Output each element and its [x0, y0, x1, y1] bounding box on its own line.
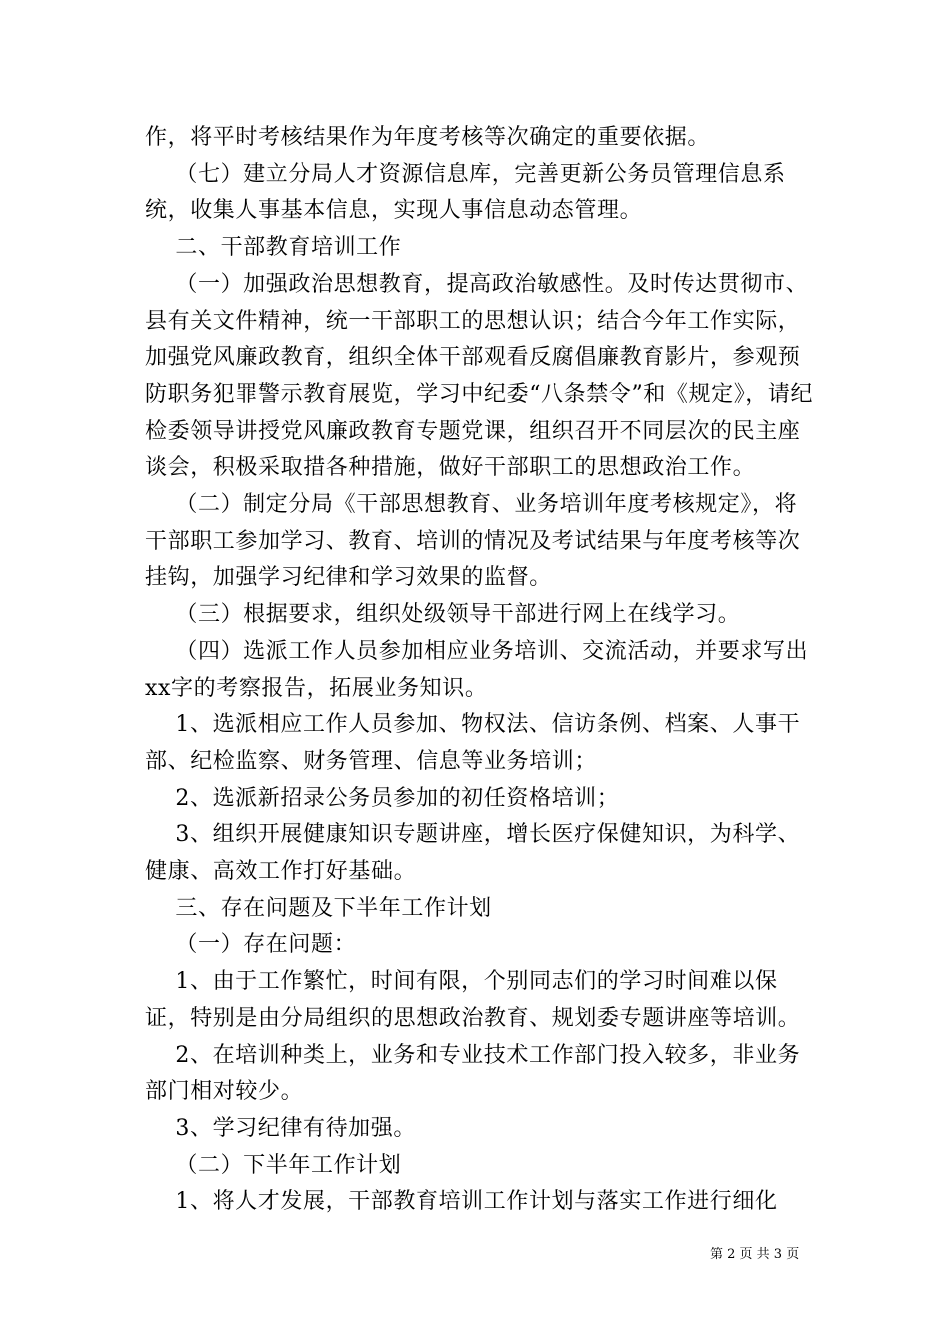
list-item: 2、在培训种类上，业务和专业技术工作部门投入较多，非业务部门相对较少。 — [145, 1042, 801, 1105]
document-body — [145, 120, 815, 1221]
list-item: 2、选派新招录公务员参加的初任资格培训； — [145, 785, 620, 811]
list-item: 1、将人才发展，干部教育培训工作计划与落实工作进行细化 — [145, 1189, 778, 1215]
paragraph: 作，将平时考核结果作为年度考核等次确定的重要依据。 — [145, 125, 711, 150]
section-heading: 三、存在问题及下半年工作计划 — [145, 895, 492, 921]
list-item: 1、由于工作繁忙，时间有限，个别同志们的学习时间难以保证，特别是由分局组织的思想政治教育、规划委专题讲座等培训。 — [145, 969, 801, 1031]
paragraph: （四）选派工作人员参加相应业务培训、交流活动，并要求写出xx字的考察报告，拓展业务知识。 — [145, 638, 809, 701]
subsection-heading: （二）下半年工作计划 — [145, 1152, 402, 1178]
page-number: 第 2 页 共 3 页 — [710, 1247, 800, 1262]
section-heading: 二、干部教育培训工作 — [145, 235, 402, 261]
list-item: 3、学习纪律有待加强。 — [145, 1115, 416, 1141]
list-item: 1、选派相应工作人员参加、物权法、信访条例、档案、人事干部、纪检监察、财务管理、信息等业务培训； — [145, 712, 801, 774]
paragraph: （一）加强政治思想教育，提高政治敏感性。及时传达贯彻市、县有关文件精神，统一干部职工的思想认识；结合今年工作实际，加强党风廉政教育，组织全体干部观看反腐倡廉教育影片，参观预防职务犯罪警示教育展览，学习中纪委“八条禁令”和《规定》，请纪检委领导讲授党风廉政教育专题党课，组织召开不同层次的民主座谈会，积极采取措各种措施，做好干部职工的思想政治工作。 — [145, 271, 814, 481]
list-item: 3、组织开展健康知识专题讲座，增长医疗保健知识，为科学、健康、高效工作打好基础。 — [145, 822, 801, 885]
subsection-heading: （一）存在问题： — [145, 932, 357, 958]
paragraph: （七）建立分局人才资源信息库，完善更新公务员管理信息系统，收集人事基本信息，实现人事信息动态管理。 — [145, 161, 786, 224]
paragraph: （二）制定分局《干部思想教育、业务培训年度考核规定》，将干部职工参加学习、教育、培训的情况及考试结果与年度考核等次挂钩，加强学习纪律和学习效果的监督。 — [145, 492, 801, 591]
paragraph: （三）根据要求，组织处级领导干部进行网上在线学习。 — [145, 602, 741, 628]
